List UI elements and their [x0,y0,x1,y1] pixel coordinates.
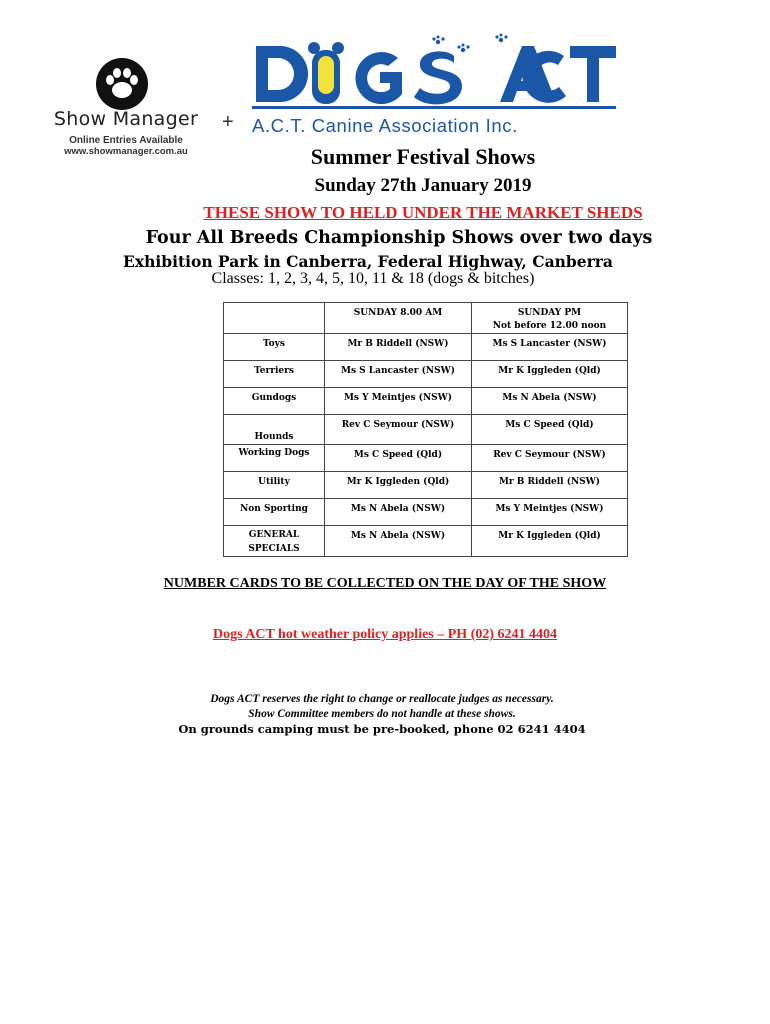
group-cell: Hounds [224,415,325,445]
judge-am-cell: Ms S Lancaster (NSW) [325,361,472,388]
judge-pm-cell: Mr B Riddell (NSW) [472,472,628,499]
show-date: Sunday 27th January 2019 [314,175,532,196]
venue-notice: THESE SHOW TO HELD UNDER THE MARKET SHEDS [203,203,643,222]
number-cards-notice: NUMBER CARDS TO BE COLLECTED ON THE DAY OF THE SHOW [163,576,607,591]
show-manager-url: www.showmanager.com.au [64,146,188,157]
judge-pm-cell: Mr K Iggleden (Qld) [472,361,628,388]
judge-pm-cell: Mr K Iggleden (Qld) [472,526,628,557]
table-row [224,526,628,557]
table-row [224,472,628,499]
judge-pm-cell: Rev C Seymour (NSW) [472,445,628,472]
shows-subtitle: Four All Breeds Championship Shows over two days [145,228,653,248]
judge-pm-cell: Ms S Lancaster (NSW) [472,334,628,361]
table-row [224,445,628,472]
judge-am-cell: Mr B Riddell (NSW) [325,334,472,361]
judge-am-cell: Ms N Abela (NSW) [325,526,472,557]
group-cell: Toys [224,334,325,361]
group-cell: GENERAL SPECIALS [224,526,325,557]
dogs-act-logo [248,28,618,110]
page-title: Summer Festival Shows [310,144,536,169]
judge-am-cell: Ms C Speed (Qld) [325,445,472,472]
venue-address: Exhibition Park in Canberra, Federal Highway, Canberra [123,252,613,271]
table-row [224,361,628,388]
footer-note-committee: Show Committee members do not handle at these shows. [248,708,516,720]
judge-am-cell: Mr K Iggleden (Qld) [325,472,472,499]
group-cell: Terriers [224,361,325,388]
table-header-cell: SUNDAY 8.00 AM [325,303,472,334]
show-manager-tagline: Online Entries Available [69,135,183,146]
table-row [224,388,628,415]
footer-note-judges: Dogs ACT reserves the right to change or reallocate judges as necessary. [210,693,554,705]
judge-am-cell: Rev C Seymour (NSW) [325,415,472,445]
group-cell: Working Dogs [224,445,325,472]
plus-sign: + [222,111,234,133]
group-cell: Non Sporting [224,499,325,526]
table-row [224,334,628,361]
judges-table [223,302,628,557]
hot-weather-policy: Dogs ACT hot weather policy applies – PH (02) 6241 4404 [212,627,558,642]
judge-am-cell: Ms Y Meintjes (NSW) [325,388,472,415]
dogs-act-subtitle: A.C.T. Canine Association Inc. [252,115,518,136]
footer-note-camping: On grounds camping must be pre-booked, phone 02 6241 4404 [178,722,586,736]
table-row [224,499,628,526]
table-header-cell [224,303,325,334]
table-header-row [224,303,628,334]
group-cell: Utility [224,472,325,499]
classes-line: Classes: 1, 2, 3, 4, 5, 10, 11 & 18 (dogs & bitches) [211,270,535,287]
table-row [224,415,628,445]
table-header-cell: SUNDAY PM Not before 12.00 noon [472,303,628,334]
judge-pm-cell: Ms N Abela (NSW) [472,388,628,415]
judge-pm-cell: Ms C Speed (Qld) [472,415,628,445]
show-manager-paw-icon [96,58,148,110]
judge-pm-cell: Ms Y Meintjes (NSW) [472,499,628,526]
group-cell: Gundogs [224,388,325,415]
judge-am-cell: Ms N Abela (NSW) [325,499,472,526]
show-manager-title: Show Manager [53,108,199,130]
